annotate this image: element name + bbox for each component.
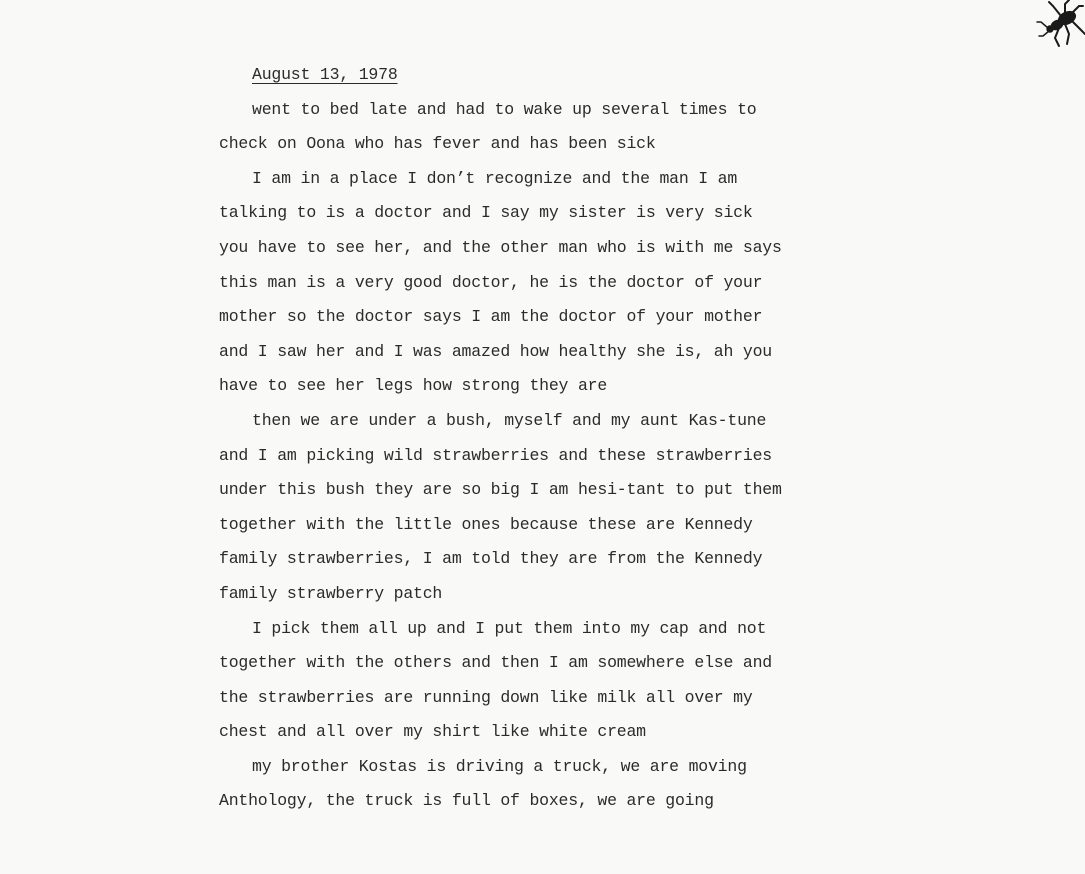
- entry-body: [219, 93, 869, 819]
- text-line: my brother Kostas is driving a truck, we are moving: [252, 756, 747, 776]
- text-line: then we are under a bush, myself and my aunt Kas-tune: [252, 410, 767, 430]
- insect-icon: [1035, 0, 1085, 52]
- entry-date-line: [219, 58, 869, 93]
- text-line: went to bed late and had to wake up several times to: [252, 99, 757, 119]
- text-line: Anthology, the truck is full of boxes, we are going: [219, 791, 714, 811]
- text-line: I pick them all up and I put them into my cap and not: [252, 618, 767, 638]
- text-line: this man is a very good doctor, he is the doctor of your: [219, 272, 763, 292]
- text-line: I am in a place I don’t recognize and the man I am: [252, 168, 738, 188]
- text-line: together with the little ones because these are Kennedy: [219, 514, 753, 534]
- text-line: together with the others and then I am somewhere else and: [219, 653, 772, 673]
- text-line: have to see her legs how strong they are: [219, 376, 608, 396]
- text-line: you have to see her, and the other man who is with me says: [219, 237, 782, 257]
- text-line: chest and all over my shirt like white cream: [219, 722, 646, 742]
- text-line: mother so the doctor says I am the doctor of your mother: [219, 307, 763, 327]
- diary-entry: [219, 58, 869, 819]
- text-line: family strawberries, I am told they are from the Kennedy: [219, 549, 763, 569]
- text-line: and I saw her and I was amazed how healthy she is, ah you: [219, 341, 772, 361]
- text-line: the strawberries are running down like milk all over my: [219, 687, 753, 707]
- text-line: under this bush they are so big I am hesi-tant to put them: [219, 480, 782, 500]
- text-line: check on Oona who has fever and has been sick: [219, 134, 656, 154]
- text-line: and I am picking wild strawberries and these strawberries: [219, 445, 772, 465]
- entry-date: August 13, 1978: [252, 65, 398, 84]
- text-line: talking to is a doctor and I say my sister is very sick: [219, 203, 753, 223]
- text-line: family strawberry patch: [219, 583, 443, 603]
